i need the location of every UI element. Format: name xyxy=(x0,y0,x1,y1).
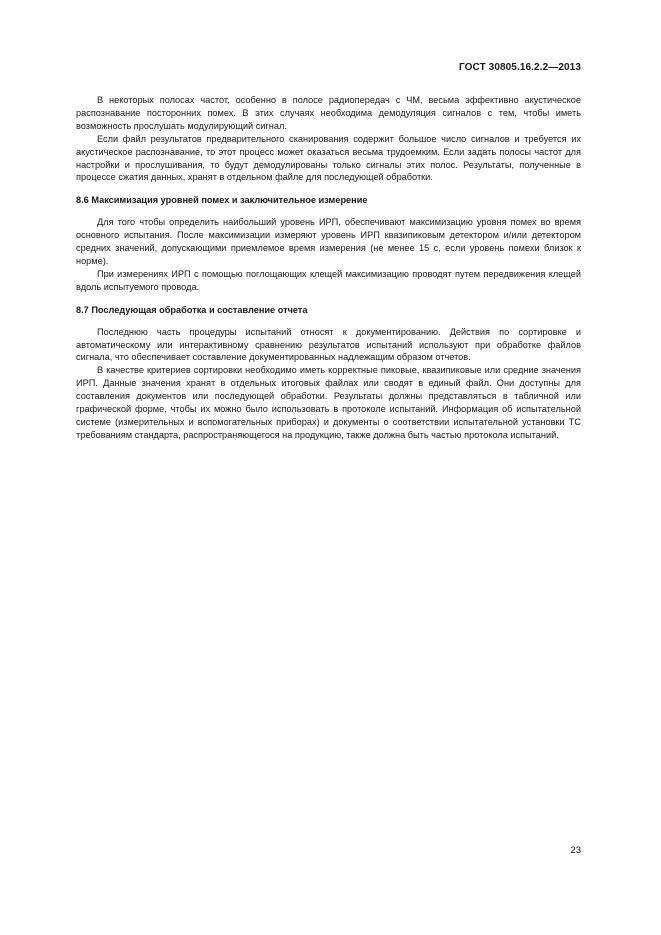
section-heading-8-7: 8.7 Последующая обработка и составление отчета xyxy=(76,304,308,315)
document-code-header: ГОСТ 30805.16.2.2—2013 xyxy=(458,62,581,73)
page-number: 23 xyxy=(570,845,581,856)
paragraph: В некоторых полосах частот, особенно в полосе радиопередач с ЧМ, весьма эффективно акустическое распознавание посторонних помех. В этих случаях необходима демодуляция сигналов с тем, чтобы иметь возможность прослушать модулирующий сигнал. xyxy=(76,95,581,131)
section-heading-8-6: 8.6 Максимизация уровней помех и заключительное измерение xyxy=(76,195,368,206)
paragraph: Если файл результатов предварительного сканирования содержит большое число сигналов и требуется их акустическое распознавание, то этот процесс может оказаться весьма трудоемким. Если задать полосы частот для настройки и прослушивания, то будут демодулированы только сигналы этих полос. Результаты, полученные в процессе сжатия данных, хранят в отдельном файле для последующей обработки. xyxy=(76,133,581,183)
paragraph: Последнюю часть процедуры испытаний относят к документированию. Действия по сортировке и автоматическому или интерактивному сравнению результатов испытаний используют при обработке файлов сигнала, что обеспечивает составление документированных надлежащим образом отчетов. xyxy=(76,326,581,363)
paragraph: Для того чтобы определить наибольший уровень ИРП, обеспечивают максимизацию уровня помех во время основного испытания. После максимизации измеряют уровень ИРП квазипиковым детектором и/или детектором средних значений, допускающими приемлемое время измерения (не менее 15 с, если уровень помехи близок к норме). xyxy=(76,217,581,266)
document-body xyxy=(76,94,581,442)
paragraph: В качестве критериев сортировки необходимо иметь корректные пиковые, квазипиковые или средние значения ИРП. Данные значения хранят в отдельных итоговых файлах или сводят в единый файл. Они доступны для составления документов или последующей обработки. Результаты должны представляться в табличной или графической форме, чтобы их можно было использовать в протоколе испытаний. Информация об испытательной системе (измерительных и вспомогательных приборах) и документы о соответствии испытательной установки ТС требованиям стандарта, распространяющегося на продукцию, также должна быть частью протокола испытаний. xyxy=(76,365,581,440)
paragraph: При измерениях ИРП с помощью поглощающих клещей максимизацию проводят путем передвижения клещей вдоль испытуемого провода. xyxy=(76,268,581,292)
